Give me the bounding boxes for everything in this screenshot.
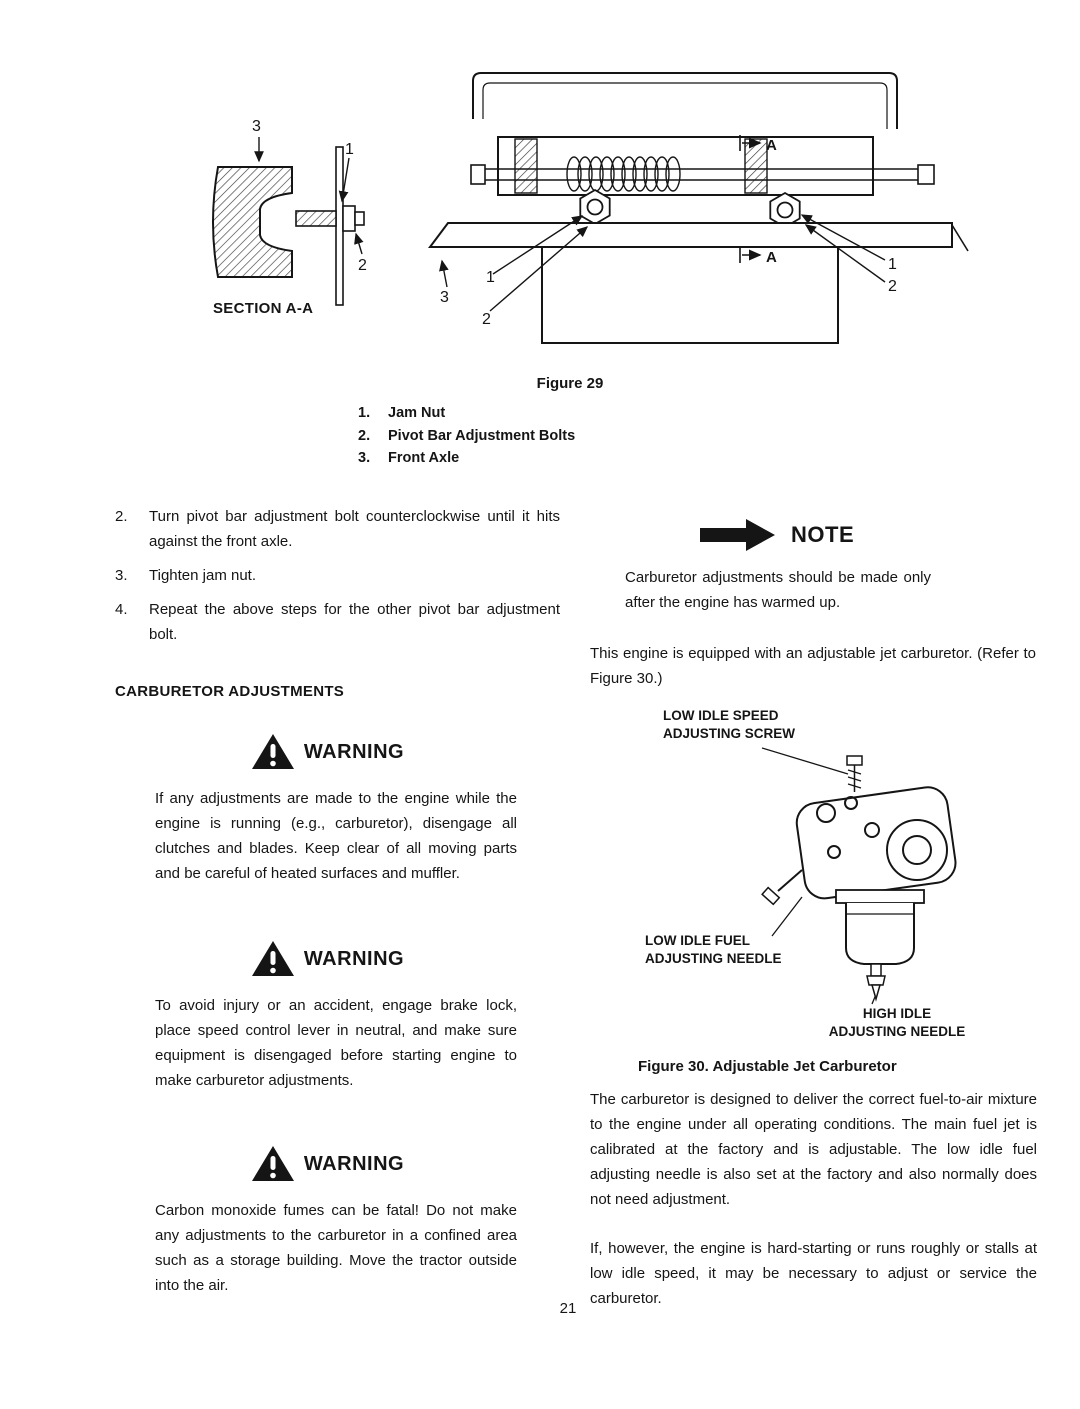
warning-header [115, 1145, 540, 1183]
warning-block [115, 940, 540, 1093]
label-line: LOW IDLE SPEED [663, 708, 779, 723]
label-line: LOW IDLE FUEL [645, 933, 750, 948]
callout-axle-right-2: 2 [888, 278, 897, 295]
label-high-idle [812, 1005, 982, 1041]
step-item [115, 597, 560, 647]
step-number: 4. [115, 601, 128, 618]
page-number: 21 [559, 1300, 577, 1317]
section-arrow-a-mid: A [766, 249, 777, 266]
callout-section-3: 3 [252, 118, 261, 135]
paragraph-carburetor-design: The carburetor is designed to deliver the correct fuel-to-air mixture to the engine under all operating conditions. The main fuel jet is calibrated at the factory and is adjustable. The low idle fuel adjusting needle is also set at the factory and also normally does not need adjustment. [590, 1091, 1037, 1208]
warning-block [115, 733, 540, 886]
warning-label: WARNING [303, 947, 405, 970]
callout-axle-left-2: 2 [482, 311, 491, 328]
note-arrow-icon [700, 518, 776, 552]
warning-label: WARNING [303, 1152, 405, 1175]
legend-label: Jam Nut [388, 405, 446, 421]
legend-number: 1. [358, 405, 371, 421]
step-number: 3. [115, 567, 128, 584]
figure30-caption: Figure 30. Adjustable Jet Carburetor [638, 1058, 897, 1075]
legend-number: 3. [358, 450, 371, 466]
label-line: ADJUSTING NEEDLE [645, 951, 782, 966]
legend-item [358, 425, 575, 448]
adjustment-steps [115, 504, 560, 656]
section-a-a-label: SECTION A-A [213, 300, 314, 317]
legend-number: 2. [358, 427, 371, 444]
label-low-idle-fuel [645, 932, 782, 968]
paragraph-hard-starting: If, however, the engine is hard-starting or runs roughly or stalls at low idle speed, it may be necessary to adjust or service the carburetor. [590, 1240, 1037, 1307]
warning-text: Carbon monoxide fumes can be fatal! Do not make any adjustments to the carburetor in a confined area such as a storage building. Move the tractor outside into the air. [155, 1202, 517, 1294]
section-arrow-a-top: A [766, 137, 777, 154]
figure29-legend [358, 402, 575, 470]
warning-text: If any adjustments are made to the engine while the engine is running (e.g., carburetor), disengage all clutches and blades. Keep clear of all moving parts and be careful of heated surfaces and muffler. [155, 790, 517, 882]
callout-axle-right-1: 1 [888, 256, 897, 273]
warning-triangle-icon [251, 733, 295, 771]
warning-header [115, 940, 540, 978]
warning-label: WARNING [303, 740, 405, 763]
warning-text: To avoid injury or an accident, engage brake lock, place speed control lever in neutral, and make sure equipment is disengaged before starting engine to make carburetor adjustments. [155, 997, 517, 1089]
legend-item [358, 402, 575, 425]
label-line: ADJUSTING SCREW [663, 726, 796, 741]
step-text: Tighten jam nut. [149, 567, 256, 584]
warning-triangle-icon [251, 940, 295, 978]
paragraph-adjustable-jet: This engine is equipped with an adjustable jet carburetor. (Refer to Figure 30.) [590, 645, 1036, 687]
label-low-idle-speed [663, 707, 795, 743]
carburetor-adjustments-heading: CARBURETOR ADJUSTMENTS [115, 683, 345, 700]
legend-item [358, 447, 575, 470]
step-number: 2. [115, 508, 128, 525]
warning-header [115, 733, 540, 771]
callout-axle-3: 3 [440, 289, 449, 306]
step-item [115, 563, 560, 588]
legend-label: Front Axle [388, 450, 460, 466]
step-item [115, 504, 560, 554]
figure30-drawing [620, 700, 1040, 1050]
figure29-caption: Figure 29 [536, 375, 604, 392]
callout-section-2: 2 [358, 257, 367, 274]
step-text: Turn pivot bar adjustment bolt counterclockwise until it hits against the front axle. [149, 508, 560, 550]
label-line: HIGH IDLE [862, 1006, 932, 1021]
warning-block [115, 1145, 540, 1298]
figure29-drawing [90, 55, 990, 365]
warning-triangle-icon [251, 1145, 295, 1183]
step-text: Repeat the above steps for the other pivot bar adjustment bolt. [149, 601, 560, 643]
note-text: Carburetor adjustments should be made only after the engine has warmed up. [625, 569, 931, 611]
note-header [700, 518, 854, 552]
callout-section-1: 1 [345, 141, 354, 158]
callout-axle-left-1: 1 [486, 269, 495, 286]
legend-label: Pivot Bar Adjustment Bolts [388, 427, 576, 444]
label-line: ADJUSTING NEEDLE [828, 1024, 966, 1039]
note-label: NOTE [791, 522, 855, 547]
